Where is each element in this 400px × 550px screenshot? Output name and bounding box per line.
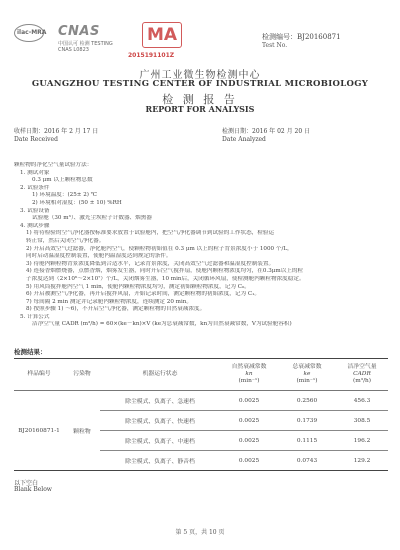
cnas-logo-icon — [58, 24, 128, 54]
test-method-text — [14, 162, 390, 329]
blank-below-en: Blank Below — [14, 486, 52, 493]
kn-cell: 0.0025 — [238, 437, 260, 444]
cma-code: 2015191101Z — [128, 52, 175, 59]
method-line: 1. 测试对象 — [20, 169, 50, 176]
header-total-decay: 总衰减常数 ke (min⁻¹) — [292, 364, 322, 384]
report-number-value: BJ20160871 — [297, 33, 341, 41]
method-section-title: 颗粒物的净化空气量试验方法： — [14, 162, 93, 168]
cadr-cell: 456.3 — [353, 397, 371, 404]
method-line: 子浓度达到（2×10⁶～2×10⁷）个/L，关闭烟雾生器，10 min后，关闭循环风扇，使检测舱内颗粒物浓度稳定。 — [26, 275, 305, 282]
pollutant-cell: 颗粒物 — [73, 429, 91, 435]
method-line: 5. 计算公式 — [20, 313, 50, 320]
cadr-cell: 308.5 — [353, 417, 371, 424]
header-pollutant: 污染物 — [73, 371, 91, 377]
date-analyzed-en: Date Analyzed — [222, 136, 266, 143]
method-line: 2) 环境相对湿度：(50 ± 10) %RH — [32, 199, 122, 206]
page-number: 第 5 页，共 10 页 — [175, 529, 225, 536]
state-cell: 除尘模式、负离子、中速档 — [125, 439, 195, 445]
method-line: 2. 试验条件 — [20, 184, 50, 191]
blank-below-cn: 以下空白 — [14, 480, 39, 487]
date-received-cn: 收样日期：2016 年 2 月 17 日 — [14, 128, 99, 135]
results-table — [14, 358, 388, 471]
method-line: 1) 环境温度：(25± 2) ℃ — [32, 192, 98, 199]
kn-cell: 0.0025 — [238, 397, 260, 404]
method-line: 7) 每间隔 2 min 测定并记录舱内颗粒物浓度，连续测定 20 min。 — [26, 298, 192, 305]
method-line: 6) 开启被测空气净化器，再开启搅拌风扇，开始记录时间，测定颗粒物的初始浓度，记为 C₁。 — [26, 291, 260, 298]
institute-name-en: GUANGZHOU TESTING CENTER OF INDUSTRIAL MICROBIOLOGY — [31, 79, 369, 89]
ke-cell: 0.0743 — [296, 457, 318, 464]
cnas-logo-text: CNAS — [58, 24, 100, 39]
state-cell: 除尘模式、负离子、静音档 — [125, 459, 195, 465]
cadr-cell: 129.2 — [353, 457, 371, 464]
table-row — [14, 391, 388, 411]
results-header-row — [14, 359, 388, 391]
state-cell: 除尘模式、负离子、快速档 — [125, 419, 195, 425]
cma-logo-icon — [142, 22, 182, 48]
report-number-label: 检测编号： — [262, 33, 297, 41]
report-title-cn: 检 测 报 告 — [162, 93, 238, 106]
date-analyzed — [222, 128, 310, 144]
method-line: 试验舱（30 m³）、激光尘埃粒子计数器、烟熏器 — [32, 215, 152, 222]
institute-name-cn: 广州工业微生物检测中心 — [139, 70, 261, 81]
ke-cell: 0.1739 — [296, 417, 318, 424]
results-label: 检测结果： — [14, 348, 47, 356]
method-line: 1) 将待检验的空气净化器按标准要求放置于试验舱内，把空气净化器调节到试验的工作状态，检验运 — [26, 230, 275, 237]
method-line: 8) 按照步骤 1) ～6)，不开启空气净化器，测定颗粒物的自然衰减浓度。 — [26, 306, 206, 313]
kn-cell: 0.0025 — [238, 457, 260, 464]
cadr-formula: 洁净空气量 CADR (m³/h) = 60×(ke－kn)×V (ke为总衰减常数，kn为自然衰减常数，V为试验舱容积) — [32, 321, 292, 328]
cma-logo-text: MA — [147, 25, 178, 45]
report-number-en: Test No. — [262, 42, 288, 49]
ilac-mra-logo-icon — [12, 24, 48, 50]
method-line: 转正常，然后关闭空气净化器。 — [26, 237, 105, 244]
method-line: 3. 试验设备 — [20, 207, 50, 214]
method-line: 2) 开启高效空气过滤器，净化舱内空气，使颗粒物初始值在 0.3 μm 以上的粒子背景浓度小于 1000 个/L， — [26, 245, 293, 252]
cadr-cell: 196.2 — [353, 437, 371, 444]
method-line: 4. 测试步骤 — [20, 222, 50, 229]
date-received-en: Date Received — [14, 136, 58, 143]
kn-cell: 0.0025 — [238, 417, 260, 424]
method-line: 同时启动温湿度控制装置，使舱内温湿度达到规定的条件。 — [26, 253, 172, 260]
header-natural-decay: 自然衰减常数 kn (min⁻¹) — [231, 364, 267, 384]
method-line: 4) 连接香烟燃烧器，点燃香烟，烟雾发生器，同时开启空气搅拌扇，使舱内颗粒物浓度均匀，在0.3μm以上的粒 — [26, 268, 304, 275]
sample-id-cell: BJ20160871-1 — [18, 427, 60, 434]
date-received — [14, 128, 98, 144]
state-cell: 除尘模式、负离子、急速档 — [125, 399, 195, 405]
report-title-en: REPORT FOR ANALYSIS — [145, 104, 255, 114]
header-sample: 样品编号 — [27, 371, 51, 377]
header-cadr: 洁净空气量 CADR (m³/h) — [347, 364, 377, 384]
method-line: 3) 待舱内颗粒物背景浓度降低到合适水平，记录背景浓度，关闭高效空气过滤器和温湿度控制装置。 — [26, 260, 275, 267]
ke-cell: 0.2560 — [296, 397, 318, 404]
method-line: 5) 用风筒搅拌舱内空气 1 min，使舱内颗粒物浓度均匀，测定初始颗粒物浓度，记为 C₀。 — [26, 283, 250, 290]
header-state: 机器运行状态 — [142, 371, 178, 377]
ke-cell: 0.1115 — [296, 437, 318, 444]
date-analyzed-cn: 检测日期：2016 年 02 月 20 日 — [222, 128, 311, 135]
method-line: 0.3 μm 以上颗粒物总数 — [32, 177, 93, 184]
cnas-code: 中国认可 检测 TESTING CNAS L0823 — [58, 41, 113, 53]
report-number — [262, 32, 341, 42]
ilac-logo-text: ilac-MRA — [17, 29, 47, 36]
